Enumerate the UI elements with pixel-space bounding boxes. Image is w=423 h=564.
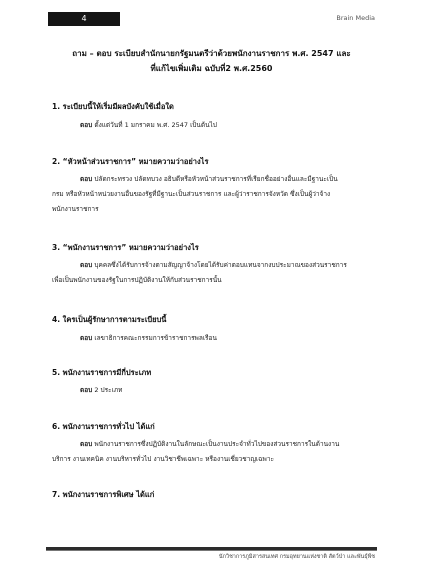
answer-1	[52, 118, 375, 133]
answer-5	[52, 383, 375, 398]
title-line-2: ที่แก้ไขเพิ่มเติม ฉบับที่2 พ.ศ.2560	[150, 64, 273, 73]
answer-line: บริการ งานเทคนิค งานบริหารทั่วไป งานวิชาชีพเฉพาะ หรืองานเชี่ยวชาญเฉพาะ	[52, 455, 274, 463]
answer-line: เลขาธิการคณะกรรมการข้าราชการพลเรือน	[94, 334, 217, 342]
question-7: 7. พนักงานราชการพิเศษ ได้แก่	[52, 490, 155, 499]
answer-2	[52, 172, 375, 217]
answer-line: กรม หรือหัวหน้าหน่วยงานอื่นของรัฐที่มีฐานะเป็นส่วนราชการ และผู้ว่าราชการจังหวัด ซึ่งเป็นผู้ว่าจ้าง	[52, 190, 331, 198]
answer-label: ตอบ	[80, 386, 93, 394]
answer-3	[52, 258, 375, 288]
question-1: 1. ระเบียบนี้ให้เริ่มมีผลบังคับใช้เมื่อใด	[52, 102, 174, 111]
footer-credit: นักวิชาการภูมิสารสนเทศ กรมอุทยานแห่งชาติ สัตว์ป่า และพันธุ์พืช	[218, 554, 375, 560]
answer-4	[52, 331, 375, 346]
answer-line: เพื่อเป็นพนักงานของรัฐในการปฏิบัติงานให้กับส่วนราชการนั้น	[52, 276, 222, 284]
question-2: 2. “หัวหน้าส่วนราชการ” หมายความว่าอย่างไร	[52, 157, 209, 166]
answer-line: พนักงานราชการ	[52, 205, 99, 213]
answer-line: พนักงานราชการซึ่งปฏิบัติงานในลักษณะเป็นงานประจำทั่วไปของส่วนราชการในด้านงาน	[94, 440, 340, 448]
document-title	[0, 46, 423, 76]
answer-label: ตอบ	[80, 121, 93, 129]
question-3: 3. “พนักงานราชการ” หมายความว่าอย่างไร	[52, 243, 199, 252]
answer-label: ตอบ	[80, 261, 93, 269]
title-line-1: ถาม – ตอบ ระเบียบสำนักนายกรัฐมนตรีว่าด้วยพนักงานราชการ พ.ศ. 2547 และ	[72, 49, 351, 58]
answer-label: ตอบ	[80, 175, 93, 183]
answer-line: ปลัดกระทรวง ปลัดทบวง อธิบดีหรือหัวหน้าส่วนราชการที่เรียกชื่ออย่างอื่นและมีฐานะเป็น	[94, 175, 338, 183]
question-5: 5. พนักงานราชการมีกี่ประเภท	[52, 368, 152, 377]
answer-line: บุคคลซึ่งได้รับการจ้างตามสัญญาจ้างโดยได้รับค่าตอบแทนจากงบประมาณของส่วนราชการ	[94, 261, 347, 269]
answer-6	[52, 437, 375, 467]
footer-divider	[46, 547, 377, 551]
answer-line: ตั้งแต่วันที่ 1 มกราคม พ.ศ. 2547 เป็นต้นไป	[94, 121, 217, 129]
question-6: 6. พนักงานราชการทั่วไป ได้แก่	[52, 422, 155, 431]
answer-label: ตอบ	[80, 440, 93, 448]
brand-label: Brain Media	[336, 14, 375, 22]
question-4: 4. ใครเป็นผู้รักษาการตามระเบียบนี้	[52, 315, 167, 324]
answer-label: ตอบ	[80, 334, 93, 342]
answer-line: 2 ประเภท	[94, 386, 123, 394]
page-number-badge: 4	[48, 12, 120, 26]
